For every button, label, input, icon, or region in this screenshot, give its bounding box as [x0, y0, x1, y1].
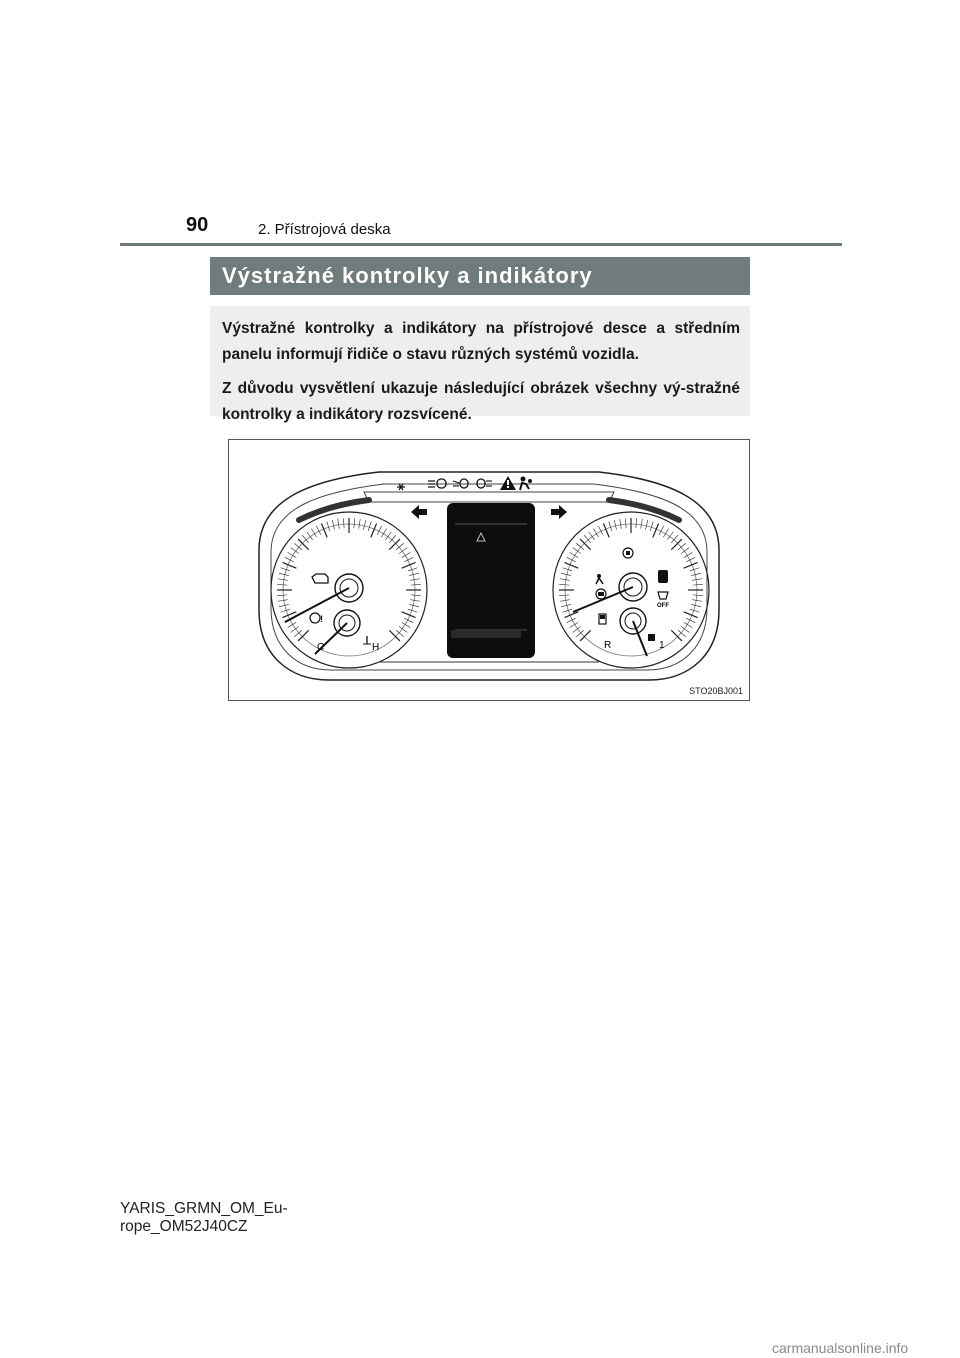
gauge-tick — [576, 630, 584, 636]
gauge-label-r: R — [604, 640, 612, 651]
gauge-tick — [559, 595, 569, 596]
gauge-tick — [279, 604, 289, 606]
gauge-tick — [294, 543, 302, 549]
gauge-tick — [343, 518, 344, 528]
gauge-tick — [410, 600, 420, 602]
gauge-tick — [641, 519, 643, 529]
gauge-tick — [327, 522, 330, 532]
gauge-tick — [671, 535, 677, 543]
gauge-tick — [584, 535, 590, 543]
gauge-tick — [684, 562, 698, 568]
abs-icon — [596, 589, 606, 599]
gauge-label-h: H — [372, 642, 380, 653]
gauge-tick — [559, 584, 569, 585]
gauge-tick — [563, 609, 573, 612]
fuel-icon — [599, 614, 606, 624]
gauge-tick — [402, 562, 416, 568]
right-gauge — [553, 512, 709, 668]
gauge-tick — [609, 522, 612, 532]
vsc-icon — [658, 570, 668, 583]
brake-icon — [310, 613, 323, 624]
off-label: OFF — [657, 603, 669, 609]
right-trim — [609, 500, 679, 520]
instrument-cluster-illustration — [229, 440, 749, 700]
footer-doc-id — [120, 1200, 288, 1236]
gauge-label-c: C — [317, 642, 325, 653]
coolant-temp-icon — [363, 636, 371, 644]
gauge-tick — [625, 518, 626, 528]
left-trim — [299, 500, 369, 520]
gauge-tick — [409, 573, 419, 575]
gauge-tick — [560, 579, 570, 581]
seatbelt-icon — [596, 574, 603, 584]
gauge-tick — [282, 562, 296, 568]
gauge-tick — [692, 600, 702, 602]
gauge-tick — [277, 584, 287, 585]
turn-right-icon — [551, 505, 567, 519]
gauge-tick — [294, 630, 302, 636]
gauge-tick — [650, 522, 653, 532]
gauge-tick — [636, 518, 637, 528]
gauge-tick — [564, 562, 578, 568]
gauge-label-1: 1 — [659, 640, 665, 651]
gauge-tick — [409, 604, 419, 606]
gauge-tick — [693, 595, 703, 596]
door-icon — [397, 484, 405, 490]
gauge-tick — [693, 584, 703, 585]
intro-box — [210, 306, 750, 423]
intro-paragraph-2: Z důvodu vysvětlení ukazuje následující obrázek všechny vý-stražné kontrolky a indikátory rozsvícené. — [222, 380, 740, 423]
gauge-tick — [408, 568, 418, 571]
gauge-tick — [338, 519, 340, 529]
gauge-tick — [410, 579, 420, 581]
gauge-tick — [678, 543, 686, 549]
gauge-tick — [368, 522, 371, 532]
gauge-tick — [614, 520, 616, 530]
gauge-tick — [408, 609, 418, 612]
page-number: 90 — [186, 214, 209, 236]
gauge-tick — [678, 630, 686, 636]
gauge-tick — [561, 573, 571, 575]
gauge-tick — [691, 573, 701, 575]
gauge-tick — [278, 600, 288, 602]
oil-icon — [648, 634, 655, 641]
gauge-tick — [561, 604, 571, 606]
gauge-tick — [279, 573, 289, 575]
gauge-tick — [560, 600, 570, 602]
gauge-tick — [620, 519, 622, 529]
indicator-strip — [364, 492, 614, 502]
gauge-tick — [692, 579, 702, 581]
gauge-tick — [332, 520, 334, 530]
gauge-tick — [563, 568, 573, 571]
parking-brake-icon — [623, 548, 633, 558]
gauge-tick — [354, 518, 355, 528]
gauge-tick — [389, 535, 395, 543]
svg-text:!: ! — [320, 614, 323, 624]
gauge-tick — [576, 543, 584, 549]
figure-code: STO20BJ001 — [689, 686, 743, 696]
chapter-title: 2. Přístrojová deska — [258, 221, 391, 238]
gauge-tick — [371, 523, 377, 537]
engine-icon — [312, 574, 328, 583]
gauge-tick — [564, 612, 578, 618]
gauge-tick — [321, 523, 327, 537]
intro-paragraph-1: Výstražné kontrolky a indikátory na přístrojové desce a středním panelu informují řidiče o stavu různých systémů vozidla. — [222, 320, 740, 363]
instrument-cluster-figure — [228, 439, 750, 701]
gauge-tick — [653, 523, 659, 537]
header-rule — [120, 243, 842, 246]
footer-line-1: YARIS_GRMN_OM_Eu- — [120, 1200, 288, 1217]
gauge-tick — [396, 630, 404, 636]
airbag-icon — [520, 477, 532, 491]
gauge-tick — [363, 520, 365, 530]
gauge-tick — [278, 579, 288, 581]
gauge-tick — [277, 595, 287, 596]
gauge-tick — [359, 519, 361, 529]
slip-off-icon — [657, 592, 669, 609]
gauge-tick — [411, 595, 421, 596]
watermark: carmanualsonline.info — [772, 1340, 909, 1356]
gauge-tick — [690, 568, 700, 571]
gauge-tick — [302, 535, 308, 543]
gauge-tick — [281, 609, 291, 612]
gauge-tick — [684, 612, 698, 618]
footer-line-2: rope_OM52J40CZ — [120, 1218, 248, 1235]
section-title: Výstražné kontrolky a indikátory — [210, 257, 750, 295]
gauge-tick — [603, 523, 609, 537]
warning-triangle-icon — [500, 476, 516, 490]
center-display — [447, 503, 535, 658]
gauge-tick — [645, 520, 647, 530]
gauge-tick — [691, 604, 701, 606]
gauge-tick — [402, 612, 416, 618]
turn-left-icon — [411, 505, 427, 519]
left-gauge — [271, 512, 427, 668]
gauge-tick — [281, 568, 291, 571]
gauge-tick — [396, 543, 404, 549]
gauge-tick — [411, 584, 421, 585]
gauge-tick — [690, 609, 700, 612]
